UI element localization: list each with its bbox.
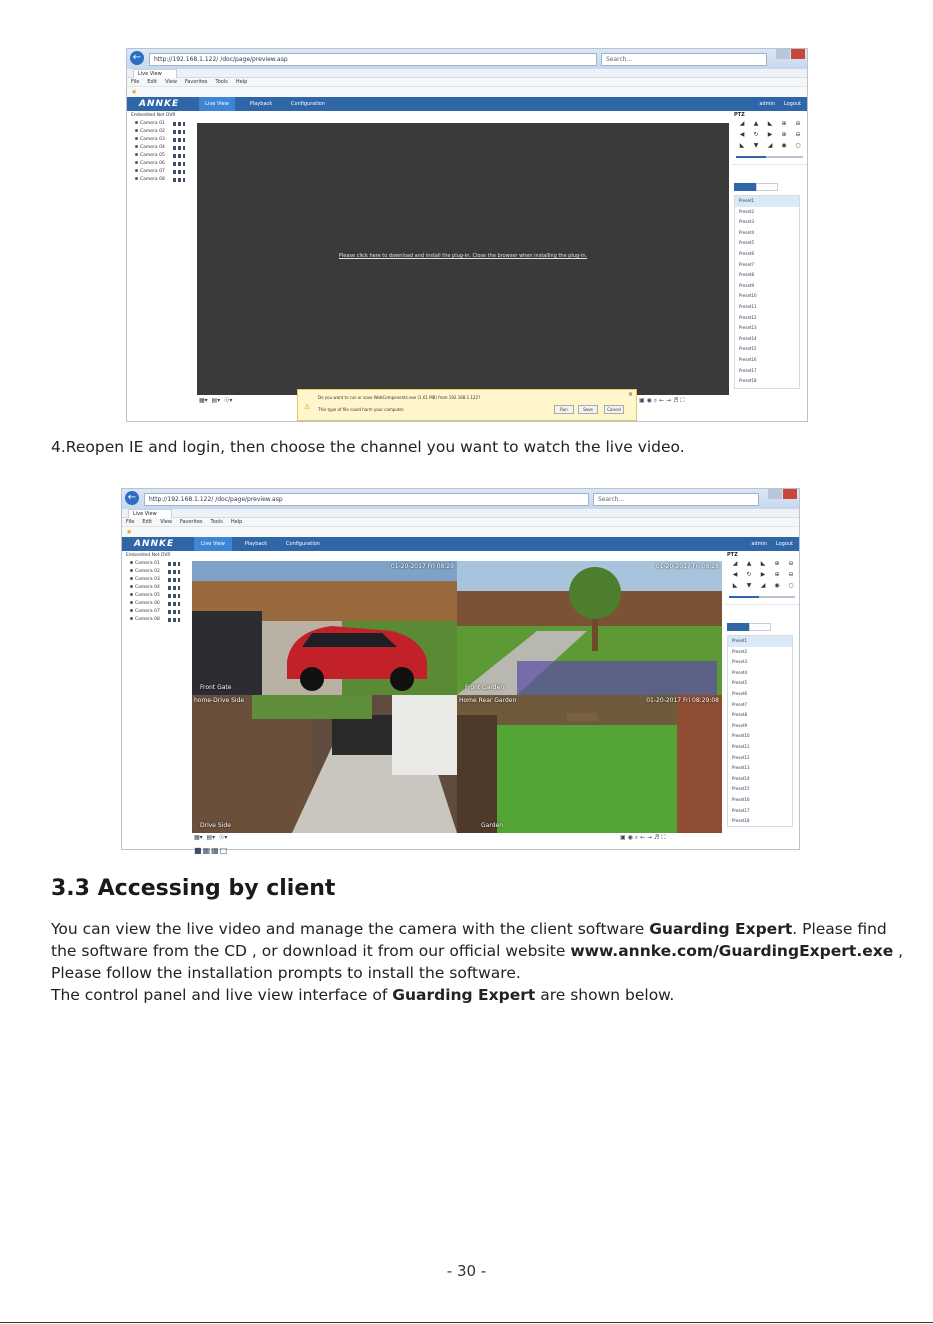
camera-item[interactable]: Camera 08 [127, 176, 195, 184]
list-item[interactable]: Preset4 [739, 229, 755, 235]
record-icon[interactable] [168, 594, 180, 598]
list-item[interactable]: Preset15 [739, 346, 757, 352]
preset-list [727, 635, 793, 827]
window-maximize-icon[interactable] [768, 489, 782, 499]
camera-tile-front-gate[interactable] [192, 561, 457, 695]
volume-icon[interactable]: ♬ [672, 397, 679, 404]
prev-icon[interactable]: ← [640, 834, 646, 841]
nav-live-view[interactable]: Live View [199, 97, 235, 111]
ptz-left-icon[interactable]: ◀ [732, 571, 738, 578]
menu-help[interactable]: Help [235, 79, 248, 85]
list-item[interactable]: Preset14 [739, 335, 757, 341]
focus-far-icon[interactable]: ⊖ [788, 571, 794, 578]
focus-near-icon[interactable]: ⊕ [781, 131, 787, 138]
list-item[interactable]: Preset4 [732, 669, 748, 675]
camera-item[interactable]: Camera 07 [127, 168, 195, 176]
favorites-star-icon[interactable]: ★ [131, 88, 138, 96]
record-icon[interactable] [173, 154, 185, 158]
record-icon[interactable]: ◉ [627, 834, 633, 841]
record-icon[interactable] [173, 178, 185, 182]
list-item[interactable]: Preset5 [739, 240, 755, 246]
list-item[interactable]: Preset6 [739, 250, 755, 256]
ptz-down-icon[interactable]: ▼ [753, 142, 759, 149]
annke-logo: ANNKE [139, 99, 180, 109]
record-icon[interactable] [168, 610, 180, 614]
record-icon[interactable]: ◉ [646, 397, 652, 404]
body-line-4: The control panel and live view interface of Guarding Expert are shown below. [51, 986, 675, 1004]
dialog-question: Do you want to run or save WebComponents.exe (1.61 MB) from 192.168.1.122? [318, 395, 481, 400]
camera-item[interactable]: Camera 04 [127, 144, 195, 152]
tile-timestamp: 01-20-2017 Fri 08:29:08 [646, 697, 719, 704]
section-heading: 3.3 Accessing by client [51, 876, 336, 901]
layout-4-icon[interactable]: ▦ [202, 846, 212, 855]
tile-caption: Home Rear Garden [459, 697, 517, 704]
layout-16-icon[interactable]: □ [219, 846, 229, 855]
dialog-warning: This type of file could harm your computer. [318, 407, 405, 412]
list-item[interactable]: Preset8 [732, 712, 748, 718]
camera-item[interactable]: Camera 04 [122, 584, 190, 592]
list-item[interactable]: Preset16 [739, 356, 757, 362]
front-garden-scene [457, 561, 722, 695]
iris-open-icon[interactable]: ◉ [774, 582, 780, 589]
run-button[interactable]: Run [554, 405, 574, 414]
record-icon[interactable] [173, 170, 185, 174]
preset-list [734, 195, 800, 389]
record-icon[interactable] [173, 138, 185, 142]
rear-garden-scene [457, 695, 722, 833]
record-icon[interactable] [168, 586, 180, 590]
zoom-in-icon[interactable]: ⊕ [781, 120, 787, 127]
favorites-star-icon[interactable]: ★ [126, 528, 133, 536]
menu-favorites[interactable]: Favorites [184, 79, 208, 85]
record-icon[interactable] [168, 578, 180, 582]
fullscreen-icon[interactable]: ⛶ [661, 834, 666, 841]
record-icon[interactable] [173, 130, 185, 134]
zoom-icon[interactable]: ⌕ [653, 397, 658, 404]
microphone-icon[interactable]: ☉▾ [224, 397, 233, 404]
list-item[interactable]: Preset17 [732, 807, 750, 813]
warning-icon: ⚠ [304, 403, 311, 411]
record-icon[interactable] [173, 122, 185, 126]
iris-close-icon[interactable]: ○ [795, 142, 801, 149]
logout-link[interactable]: Logout [775, 541, 793, 547]
back-arrow-icon[interactable]: ← [125, 491, 139, 505]
record-icon[interactable] [173, 146, 185, 150]
list-item[interactable]: Preset16 [732, 796, 750, 802]
menu-tools[interactable]: Tools [210, 519, 223, 525]
address-bar[interactable]: http://192.168.1.122/ /doc/page/preview.asp [149, 53, 597, 66]
camera-item[interactable]: Camera 07 [122, 608, 190, 616]
save-button[interactable]: Save [578, 405, 598, 414]
body-line-2: the software from the CD , or download it from our official website www.annke.com/GuardingExpert.exe , [51, 942, 904, 960]
back-arrow-icon[interactable]: ← [130, 51, 144, 65]
list-item[interactable]: Preset2 [732, 648, 748, 654]
ptz-right-icon[interactable]: ▶ [760, 571, 766, 578]
menu-file[interactable]: File [131, 79, 140, 85]
tile-caption: home-Drive Side [194, 697, 245, 704]
fullscreen-icon[interactable]: ⛶ [680, 397, 685, 404]
ptz-down-left-icon[interactable]: ◣ [732, 582, 738, 589]
screenshot-plugin-prompt [126, 48, 808, 422]
menu-bar [122, 518, 799, 527]
ptz-label: PTZ [734, 112, 745, 118]
list-item[interactable]: Preset12 [732, 754, 750, 760]
ptz-auto-icon[interactable]: ↻ [746, 571, 752, 578]
camera-tile-front-garden[interactable] [457, 561, 722, 695]
record-icon[interactable] [168, 562, 180, 566]
tab-strip [127, 69, 807, 78]
tile-caption: Front Gate [200, 684, 232, 691]
capture-icon[interactable]: ▣ [620, 834, 626, 841]
download-link[interactable]: www.annke.com/GuardingExpert.exe [570, 942, 894, 960]
camera-item[interactable]: Camera 06 [122, 600, 190, 608]
record-icon[interactable] [168, 618, 180, 622]
menu-edit[interactable]: Edit [147, 79, 158, 85]
nav-live-view[interactable]: Live View [194, 537, 232, 551]
tile-bottom-caption: Drive Side [200, 822, 231, 829]
ptz-tools-row [725, 604, 799, 615]
layout-9-icon[interactable]: ▦ [211, 846, 220, 855]
list-item[interactable]: Preset17 [739, 367, 757, 373]
list-item[interactable]: Preset13 [739, 325, 757, 331]
annke-logo: ANNKE [134, 539, 175, 549]
ptz-up-right-icon[interactable]: ◣ [767, 120, 773, 127]
camera-item[interactable]: Camera 05 [127, 152, 195, 160]
ptz-panel [732, 111, 807, 411]
camera-tile-drive-side[interactable] [192, 695, 457, 833]
user-name[interactable]: admin [759, 101, 775, 107]
favorites-bar [127, 87, 807, 97]
list-item[interactable]: Preset10 [739, 293, 757, 299]
camera-item[interactable]: Camera 06 [127, 160, 195, 168]
ptz-panel [725, 551, 799, 847]
list-item[interactable]: Preset1 [735, 196, 799, 207]
plugin-download-link[interactable]: Please click here to download and install the plug-in. Close the browser when installing the plug-in. [338, 253, 588, 259]
list-item[interactable]: Preset12 [739, 314, 757, 320]
list-item[interactable]: Preset6 [732, 690, 748, 696]
window-close-icon[interactable] [791, 49, 805, 59]
list-item[interactable]: Preset10 [732, 733, 750, 739]
ptz-left-icon[interactable]: ◀ [739, 131, 745, 138]
video-bottom-toolbar-right [639, 397, 684, 407]
list-item[interactable]: Preset3 [739, 219, 755, 225]
software-name: Guarding Expert [649, 920, 793, 938]
next-icon[interactable]: → [666, 397, 672, 404]
menu-view[interactable]: View [165, 79, 177, 85]
screenshot-live-view [121, 488, 800, 850]
layout-icon[interactable]: ▦▾ [199, 397, 208, 404]
camera-item[interactable]: Camera 03 [122, 576, 190, 584]
list-item[interactable]: Preset7 [732, 701, 748, 707]
list-item[interactable]: Preset13 [732, 765, 750, 771]
tile-timestamp: 01-20-2017 Fri 08:29 [390, 563, 454, 570]
ptz-label: PTZ [727, 552, 738, 558]
preset-tabs [732, 183, 807, 191]
stream-icon[interactable]: ▤▾ [211, 397, 221, 404]
list-item[interactable]: Preset9 [732, 722, 748, 728]
list-item[interactable]: Preset5 [732, 680, 748, 686]
list-item[interactable]: Preset15 [732, 786, 750, 792]
camera-tile-rear-garden[interactable] [457, 695, 722, 833]
ptz-down-right-icon[interactable]: ◢ [767, 142, 773, 149]
ptz-speed-slider[interactable] [736, 156, 803, 158]
ptz-up-right-icon[interactable]: ◣ [760, 560, 766, 567]
camera-tree [122, 551, 190, 624]
tree-root[interactable]: Embedded Net DVR [126, 553, 171, 558]
tab-strip [122, 509, 799, 518]
camera-item[interactable]: Camera 01 [122, 560, 190, 568]
menu-file[interactable]: File [126, 519, 135, 525]
menu-favorites[interactable]: Favorites [179, 519, 203, 525]
preset-tabs [725, 623, 799, 631]
camera-item[interactable]: Camera 03 [127, 136, 195, 144]
app-nav-bar [122, 537, 799, 551]
zoom-icon[interactable]: ⌕ [634, 834, 639, 841]
list-item[interactable]: Preset9 [739, 282, 755, 288]
zoom-in-icon[interactable]: ⊕ [774, 560, 780, 567]
zoom-out-icon[interactable]: ⊖ [795, 120, 801, 127]
close-icon[interactable]: × [627, 391, 633, 398]
capture-icon[interactable]: ▣ [639, 397, 645, 404]
iris-close-icon[interactable]: ○ [788, 582, 794, 589]
user-name[interactable]: admin [751, 541, 767, 547]
list-item[interactable]: Preset7 [739, 261, 755, 267]
software-name: Guarding Expert [392, 986, 536, 1004]
tile-caption: Front Garden [465, 684, 505, 691]
list-item[interactable]: Preset14 [732, 775, 750, 781]
list-item[interactable]: Preset11 [739, 303, 757, 309]
tree-root[interactable]: Embedded Net DVR [131, 113, 176, 118]
ptz-tools-row [732, 164, 807, 175]
drive-side-scene [192, 695, 457, 833]
search-input[interactable]: Search... [593, 493, 759, 506]
browser-toolbar [122, 489, 799, 509]
ptz-auto-icon[interactable]: ↻ [753, 131, 759, 138]
ptz-up-left-icon[interactable]: ◢ [739, 120, 745, 127]
split-layout-buttons [194, 846, 228, 855]
focus-far-icon[interactable]: ⊖ [795, 131, 801, 138]
record-icon[interactable] [168, 570, 180, 574]
ptz-down-left-icon[interactable]: ◣ [739, 142, 745, 149]
tab-presets[interactable] [727, 623, 749, 631]
ptz-speed-slider[interactable] [729, 596, 795, 598]
video-bottom-toolbar-left [199, 397, 232, 407]
camera-item[interactable]: Camera 02 [122, 568, 190, 576]
menu-view[interactable]: View [160, 519, 172, 525]
menu-tools[interactable]: Tools [215, 79, 228, 85]
layout-1-icon[interactable]: ■ [194, 846, 203, 855]
logout-link[interactable]: Logout [783, 101, 801, 107]
video-bottom-toolbar-right [620, 834, 665, 844]
ptz-up-icon[interactable]: ▲ [753, 120, 759, 127]
focus-near-icon[interactable]: ⊕ [774, 571, 780, 578]
tab-patrol[interactable] [749, 623, 771, 631]
tab-live-view[interactable]: Live View [128, 509, 172, 518]
browser-toolbar [127, 49, 807, 69]
list-item[interactable]: Preset8 [739, 272, 755, 278]
video-bottom-toolbar-left [194, 834, 227, 844]
app-nav-bar [127, 97, 807, 111]
front-gate-scene [192, 561, 457, 695]
nav-playback[interactable]: Playback [249, 101, 273, 107]
cancel-button[interactable]: Cancel [604, 405, 624, 414]
list-item[interactable]: Preset18 [732, 818, 750, 824]
record-icon[interactable] [173, 162, 185, 166]
body-line-1: You can view the live video and manage the camera with the client software Guarding Expert. Please find [51, 920, 887, 938]
camera-item[interactable]: Camera 05 [122, 592, 190, 600]
ptz-right-icon[interactable]: ▶ [767, 131, 773, 138]
camera-item[interactable]: Camera 08 [122, 616, 190, 624]
ptz-down-icon[interactable]: ▼ [746, 582, 752, 589]
page-bottom-rule [0, 1322, 933, 1323]
iris-open-icon[interactable]: ◉ [781, 142, 787, 149]
stream-icon[interactable]: ▤▾ [206, 834, 216, 841]
ptz-down-right-icon[interactable]: ◢ [760, 582, 766, 589]
search-input[interactable]: Search... [601, 53, 767, 66]
window-maximize-icon[interactable] [776, 49, 790, 59]
list-item[interactable]: Preset2 [739, 208, 755, 214]
ptz-up-left-icon[interactable]: ◢ [732, 560, 738, 567]
menu-bar [127, 78, 807, 87]
ptz-up-icon[interactable]: ▲ [746, 560, 752, 567]
microphone-icon[interactable]: ☉▾ [219, 834, 228, 841]
tab-patrol[interactable] [756, 183, 778, 191]
menu-help[interactable]: Help [230, 519, 243, 525]
zoom-out-icon[interactable]: ⊖ [788, 560, 794, 567]
nav-configuration[interactable]: Configuration [291, 101, 325, 107]
tab-live-view[interactable]: Live View [133, 69, 177, 78]
camera-item[interactable]: Camera 02 [127, 128, 195, 136]
volume-icon[interactable]: ♬ [653, 834, 660, 841]
record-icon[interactable] [168, 602, 180, 606]
camera-tree [127, 111, 195, 184]
tab-presets[interactable] [734, 183, 756, 191]
list-item[interactable]: Preset11 [732, 743, 750, 749]
list-item[interactable]: Preset3 [732, 659, 748, 665]
favorites-bar [122, 527, 799, 537]
nav-configuration[interactable]: Configuration [286, 541, 320, 547]
list-item[interactable]: Preset1 [728, 636, 792, 647]
download-dialog [297, 389, 637, 421]
camera-item[interactable]: Camera 01 [127, 120, 195, 128]
list-item[interactable]: Preset18 [739, 378, 757, 384]
next-icon[interactable]: → [647, 834, 653, 841]
body-line-3: Please follow the installation prompts to install the software. [51, 964, 521, 982]
tile-timestamp: 01-20-2017 Fri 08:28 [655, 563, 719, 570]
video-area[interactable] [197, 123, 729, 395]
page-number: - 30 - [446, 1262, 487, 1280]
prev-icon[interactable]: ← [659, 397, 665, 404]
window-close-icon[interactable] [783, 489, 797, 499]
tile-bottom-caption: Garden [481, 822, 503, 829]
nav-playback[interactable]: Playback [244, 541, 268, 547]
layout-icon[interactable]: ▦▾ [194, 834, 203, 841]
step-4-instruction: 4.Reopen IE and login, then choose the channel you want to watch the live video. [51, 438, 685, 456]
menu-edit[interactable]: Edit [142, 519, 153, 525]
address-bar[interactable]: http://192.168.1.122/ /doc/page/preview.asp [144, 493, 589, 506]
